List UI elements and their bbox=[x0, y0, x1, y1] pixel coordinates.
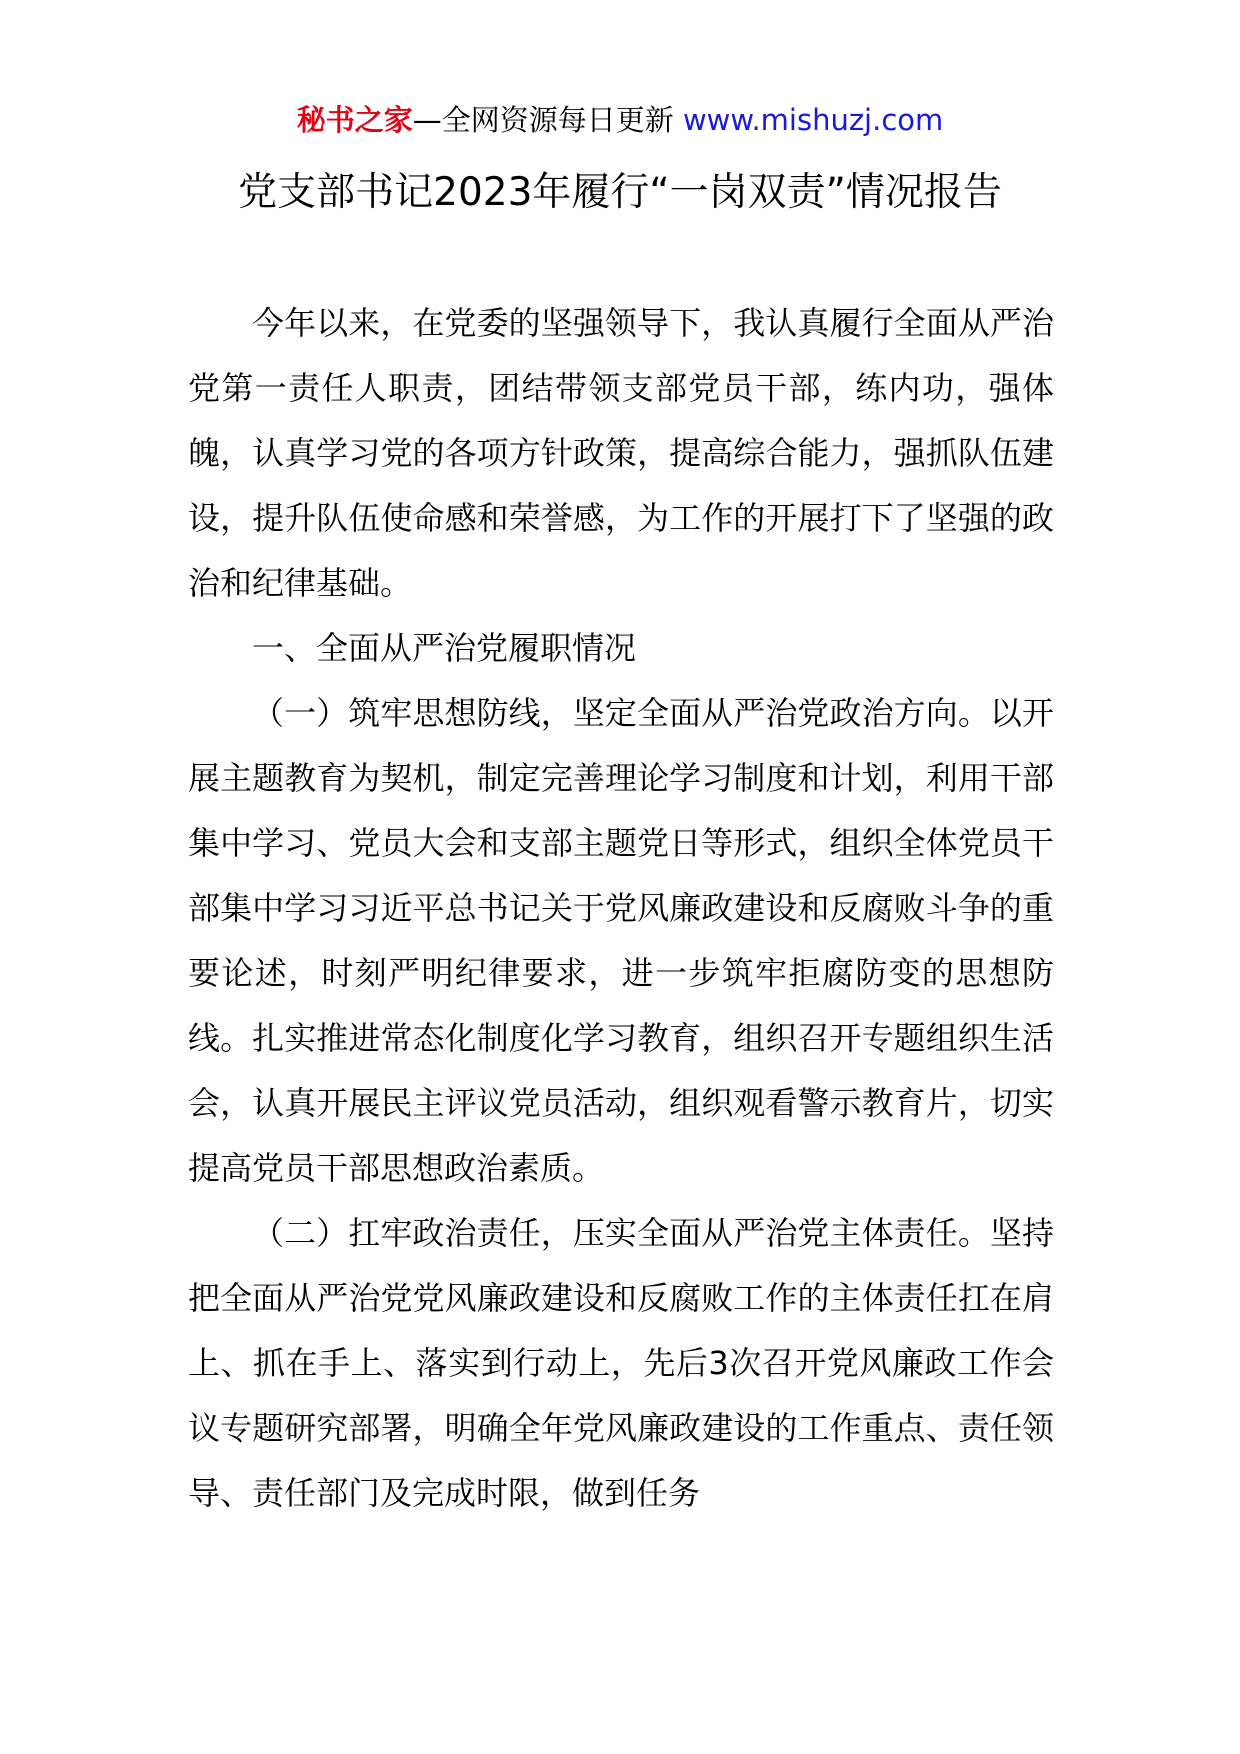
site-url[interactable]: www.mishuzj.com bbox=[682, 103, 944, 137]
brand-tagline: —全网资源每日更新 bbox=[412, 103, 674, 137]
intro-paragraph: 今年以来，在党委的坚强领导下，我认真履行全面从严治党第一责任人职责，团结带领支部党员干部，练内功，强体魄，认真学习党的各项方针政策，提高综合能力，强抓队伍建设，提升队伍使命感和荣誉感，为工作的开展打下了坚强的政治和纪律基础。 bbox=[188, 304, 1054, 602]
document-title: 党支部书记2023年履行“一岗双责”情况报告 bbox=[238, 170, 1002, 215]
watermark-header bbox=[0, 100, 1240, 140]
subsection-paragraph-1: （一）筑牢思想防线，坚定全面从严治党政治方向。以开展主题教育为契机，制定完善理论学习制度和计划，利用干部集中学习、党员大会和支部主题党日等形式，组织全体党员干部集中学习习近平总书记关于党风廉政建设和反腐败斗争的重要论述，时刻严明纪律要求，进一步筑牢拒腐防变的思想防线。扎实推进常态化制度化学习教育，组织召开专题组织生活会，认真开展民主评议党员活动，组织观看警示教育片，切实提高党员干部思想政治素质。 bbox=[188, 694, 1054, 1187]
document-body bbox=[188, 291, 1054, 1526]
brand-name: 秘书之家 bbox=[296, 103, 413, 137]
subsection-paragraph-2: （二）扛牢政治责任，压实全面从严治党主体责任。坚持把全面从严治党党风廉政建设和反腐败工作的主体责任扛在肩上、抓在手上、落实到行动上，先后3次召开党风廉政工作会议专题研究部署，明确全年党风廉政建设的工作重点、责任领导、责任部门及完成时限，做到任务 bbox=[188, 1214, 1054, 1512]
section-heading: 一、全面从严治党履职情况 bbox=[252, 629, 637, 667]
